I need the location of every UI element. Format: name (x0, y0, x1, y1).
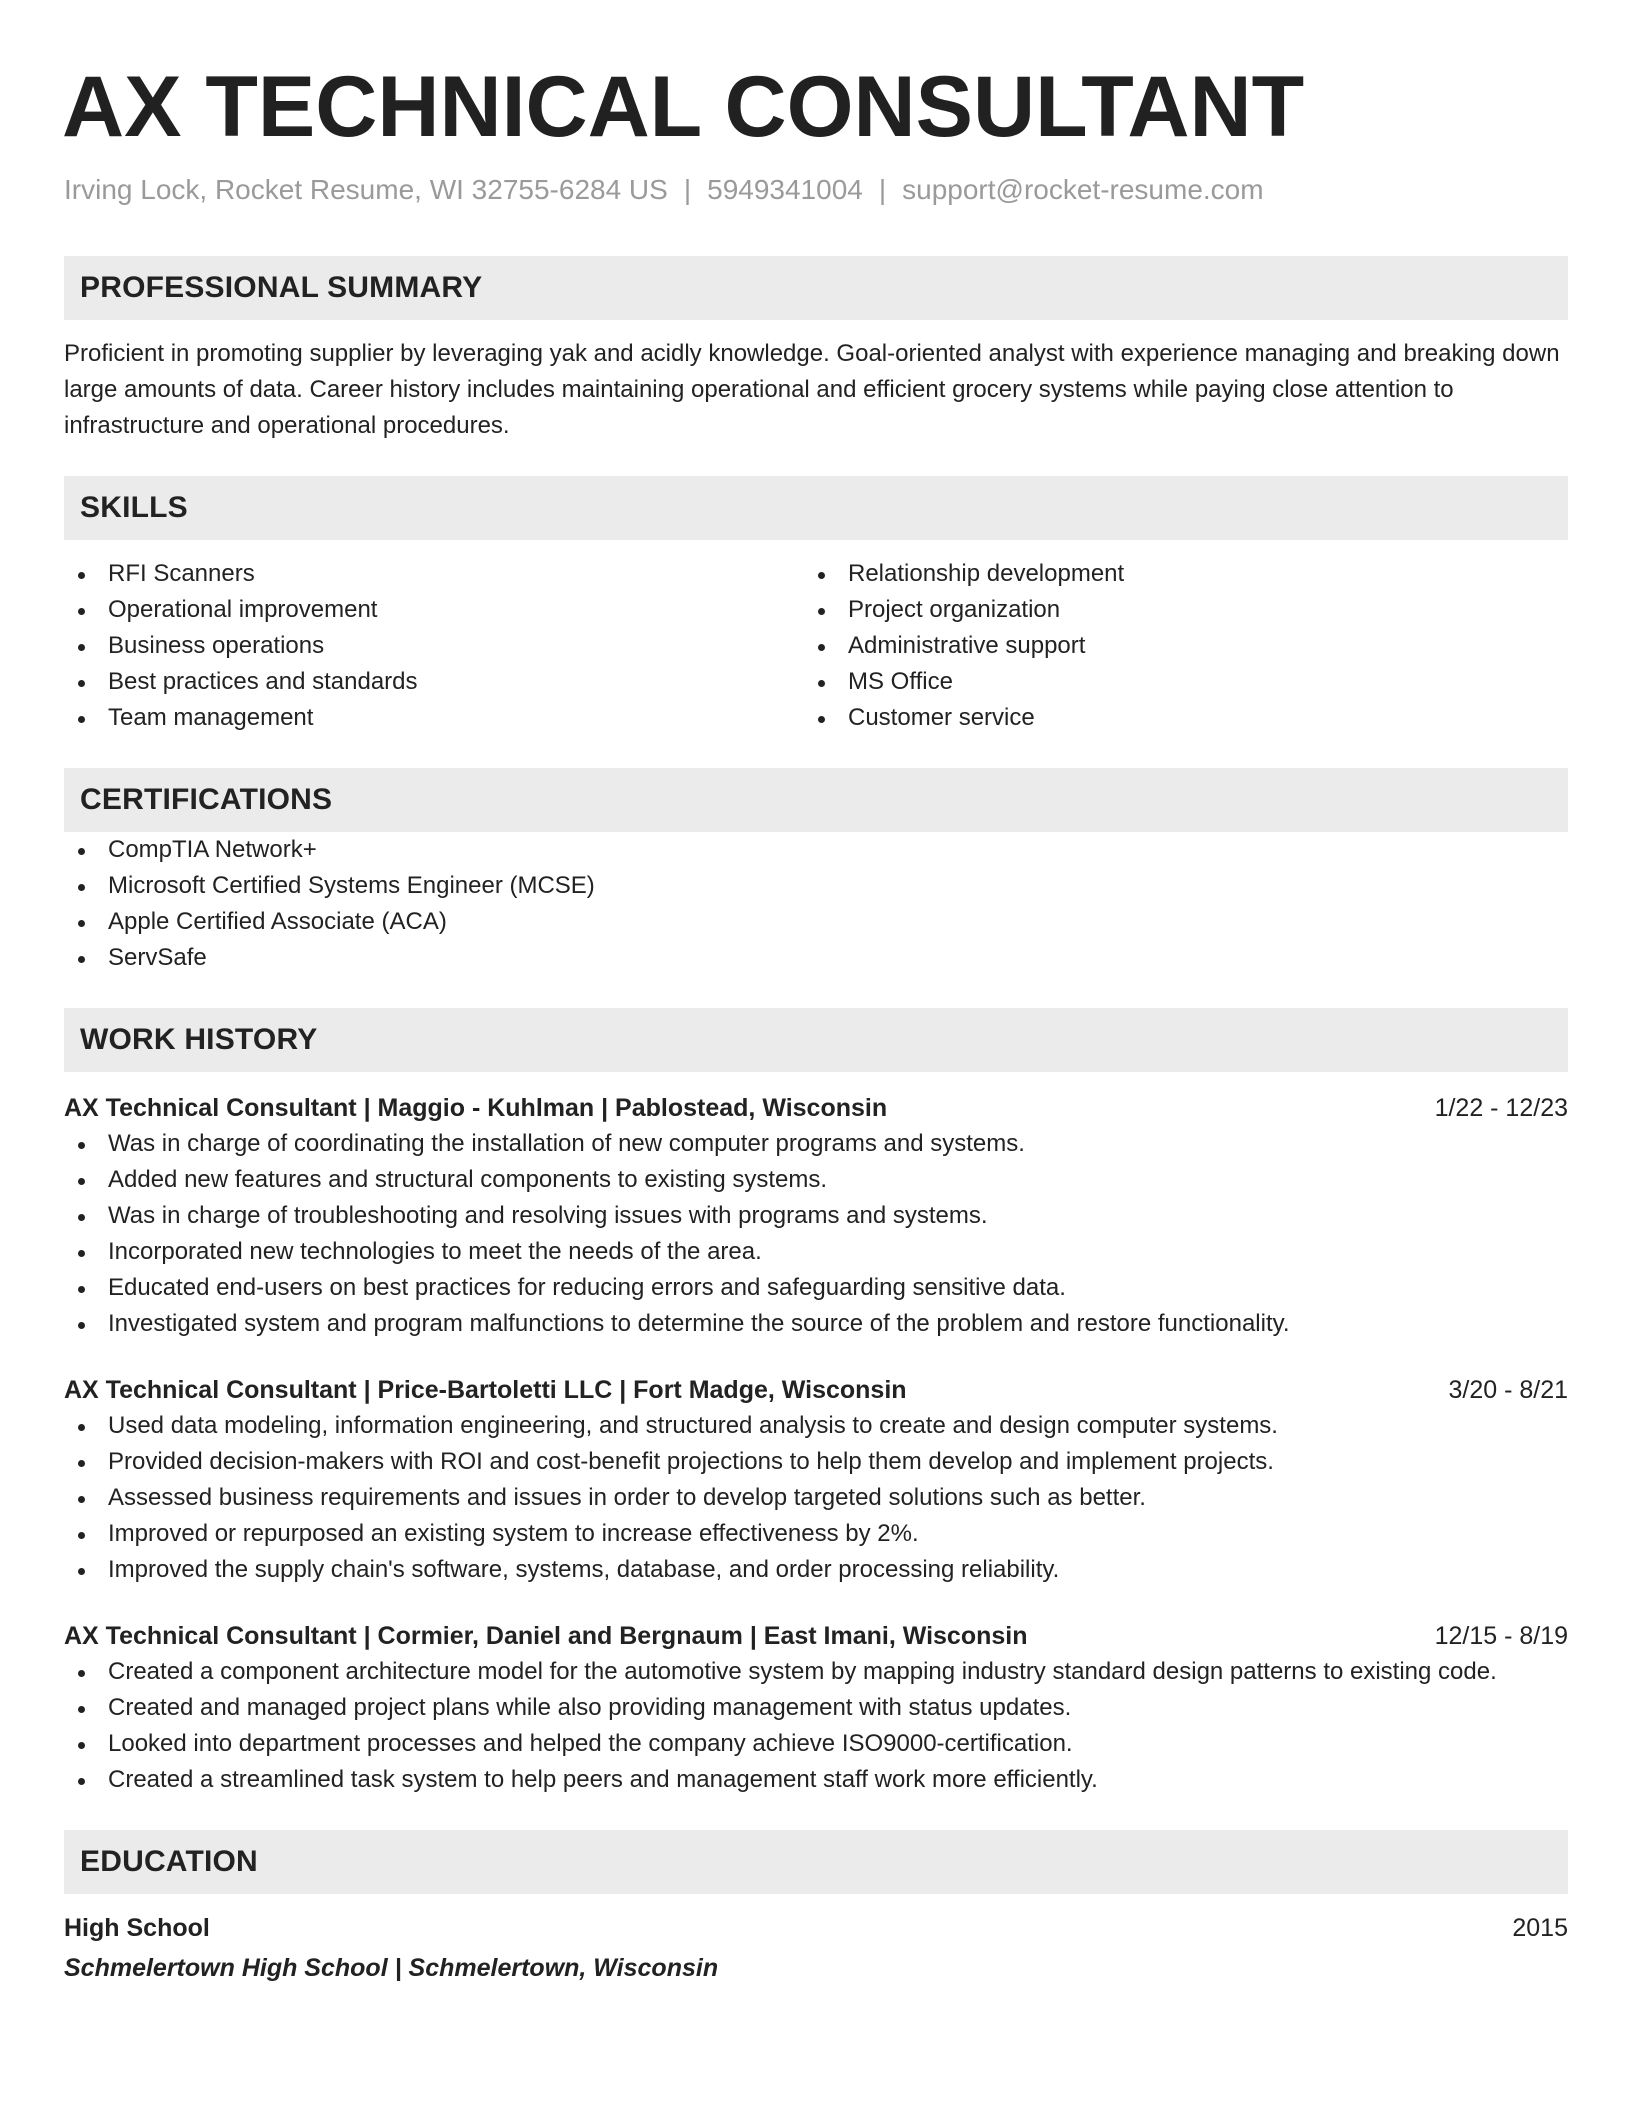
job-bullet: Was in charge of coordinating the installation of new computer programs and systems. (64, 1126, 1568, 1162)
job-bullet: Incorporated new technologies to meet the needs of the area. (64, 1234, 1568, 1270)
skill-item: MS Office (804, 664, 1568, 700)
skills-list-left (64, 556, 804, 736)
education-year: 2015 (1512, 1914, 1568, 1942)
skills-heading: SKILLS (64, 476, 1568, 540)
job-bullets (64, 1126, 1568, 1342)
job-dates: 3/20 - 8/21 (1448, 1376, 1568, 1404)
skill-item: Business operations (64, 628, 804, 664)
job-bullet: Created and managed project plans while also providing management with status updates. (64, 1690, 1568, 1726)
education-school: Schmelertown High School | Schmelertown, Wisconsin (64, 1954, 719, 1982)
skills-list-right (804, 556, 1568, 736)
certifications-heading: CERTIFICATIONS (64, 768, 1568, 832)
job-bullet: Investigated system and program malfunctions to determine the source of the problem and restore functionality. (64, 1306, 1568, 1342)
certification-item: CompTIA Network+ (64, 832, 1568, 868)
certification-item: ServSafe (64, 940, 1568, 976)
education-row (64, 1910, 1568, 1946)
contact-email: support@rocket-resume.com (902, 174, 1264, 205)
job-entry (64, 1618, 1568, 1798)
skill-item: Team management (64, 700, 804, 736)
job-header (64, 1372, 1568, 1408)
job-bullet: Added new features and structural components to existing systems. (64, 1162, 1568, 1198)
skill-item: Administrative support (804, 628, 1568, 664)
job-bullets (64, 1408, 1568, 1588)
certifications-list (64, 832, 1568, 976)
job-title: AX Technical Consultant | Maggio - Kuhlman | Pablostead, Wisconsin (64, 1094, 888, 1122)
job-bullet: Created a streamlined task system to help peers and management staff work more efficiently. (64, 1762, 1568, 1798)
job-bullet: Improved or repurposed an existing system to increase effectiveness by 2%. (64, 1516, 1568, 1552)
contact-address: Irving Lock, Rocket Resume, WI 32755-6284 US (64, 174, 668, 205)
contact-separator: | (878, 174, 887, 205)
skill-item: Customer service (804, 700, 1568, 736)
summary-text: Proficient in promoting supplier by leveraging yak and acidly knowledge. Goal-oriented analyst with experience managing and breaking down large amounts of data. Career history includes maintaining operational and efficient grocery systems while paying close attention to infrastructure and operational procedures. (64, 340, 1560, 439)
contact-separator: | (683, 174, 692, 205)
resume-title: AX TECHNICAL CONSULTANT (62, 59, 1305, 155)
contact-phone: 5949341004 (707, 174, 863, 205)
job-bullet: Used data modeling, information engineering, and structured analysis to create and design computer systems. (64, 1408, 1568, 1444)
job-bullet: Was in charge of troubleshooting and resolving issues with programs and systems. (64, 1198, 1568, 1234)
job-bullet: Improved the supply chain's software, systems, database, and order processing reliability. (64, 1552, 1568, 1588)
skills-grid (64, 556, 1568, 736)
certification-item: Apple Certified Associate (ACA) (64, 904, 1568, 940)
job-header (64, 1618, 1568, 1654)
skill-item: Best practices and standards (64, 664, 804, 700)
job-bullet: Provided decision-makers with ROI and cost-benefit projections to help them develop and implement projects. (64, 1444, 1568, 1480)
job-bullet: Assessed business requirements and issues in order to develop targeted solutions such as better. (64, 1480, 1568, 1516)
summary-heading: PROFESSIONAL SUMMARY (64, 256, 1568, 320)
skill-item: RFI Scanners (64, 556, 804, 592)
job-dates: 1/22 - 12/23 (1434, 1094, 1568, 1122)
education-heading: EDUCATION (64, 1830, 1568, 1894)
work-history-heading: WORK HISTORY (64, 1008, 1568, 1072)
job-entry (64, 1372, 1568, 1588)
education-degree: High School (64, 1914, 210, 1942)
job-dates: 12/15 - 8/19 (1434, 1622, 1568, 1650)
certification-item: Microsoft Certified Systems Engineer (MCSE) (64, 868, 1568, 904)
job-bullet: Created a component architecture model for the automotive system by mapping industry standard design patterns to existing code. (64, 1654, 1568, 1690)
job-title: AX Technical Consultant | Price-Bartoletti LLC | Fort Madge, Wisconsin (64, 1376, 907, 1404)
job-bullet: Educated end-users on best practices for reducing errors and safeguarding sensitive data. (64, 1270, 1568, 1306)
skill-item: Operational improvement (64, 592, 804, 628)
skill-item: Project organization (804, 592, 1568, 628)
job-bullet: Looked into department processes and helped the company achieve ISO9000-certification. (64, 1726, 1568, 1762)
job-entry (64, 1090, 1568, 1342)
job-header (64, 1090, 1568, 1126)
contact-line (64, 174, 1568, 206)
skill-item: Relationship development (804, 556, 1568, 592)
job-bullets (64, 1654, 1568, 1798)
job-title: AX Technical Consultant | Cormier, Daniel and Bergnaum | East Imani, Wisconsin (64, 1622, 1028, 1650)
